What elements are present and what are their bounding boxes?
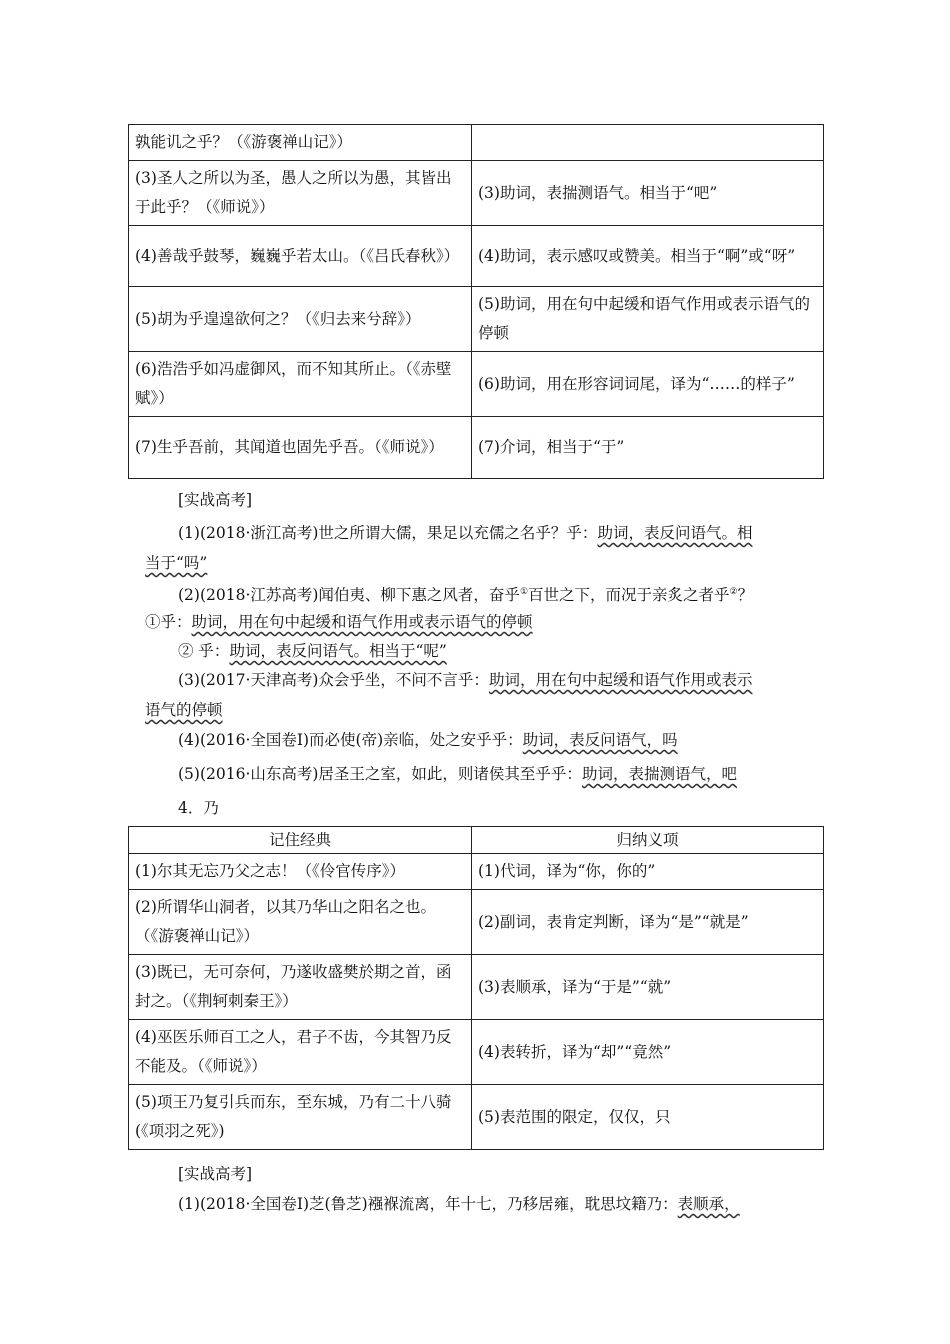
table-cell: 孰能讥之乎？（《游褒禅山记》） bbox=[129, 125, 472, 161]
footnote-marker: ② bbox=[729, 587, 738, 597]
exam-item-1 bbox=[178, 1193, 740, 1215]
table-cell: (4)表转折，译为“却”“竟然” bbox=[472, 1020, 824, 1085]
exam-item-1 bbox=[178, 522, 752, 544]
answer-text: 助词，表反问语气。相当于“呢” bbox=[229, 642, 447, 660]
answer-text: 助词，用在句中起缓和语气作用或表示语气的停顿 bbox=[191, 613, 533, 631]
question-text: (3)(2017·天津高考)众会乎坐，不问不言乎： bbox=[178, 671, 489, 689]
exam-item-3-cont bbox=[145, 699, 223, 721]
table-header: 归纳义项 bbox=[472, 827, 824, 854]
table-cell: (3)助词，表揣测语气。相当于“吧” bbox=[472, 161, 824, 226]
table-cell: (7)介词，相当于“于” bbox=[472, 417, 824, 479]
question-text: (2)(2018·江苏高考)闻伯夷、柳下惠之风者，奋乎 bbox=[178, 586, 520, 605]
table-cell: (1)代词，译为“你，你的” bbox=[472, 854, 824, 890]
table-cell: (5)胡为乎遑遑欲何之？（《归去来兮辞》） bbox=[129, 287, 472, 352]
section-heading: [实战高考] bbox=[178, 491, 253, 509]
table-cell: (2)所谓华山洞者，以其乃华山之阳名之也。（《游褒禅山记》） bbox=[129, 890, 472, 955]
table-cell: (2)副词，表肯定判断，译为“是”“就是” bbox=[472, 890, 824, 955]
answer-text: 助词，表揣测语气，吧 bbox=[581, 765, 737, 783]
answer-text: 助词，用在句中起缓和语气作用或表示 bbox=[488, 671, 753, 689]
table-cell: (6)浩浩乎如冯虚御风，而不知其所止。（《赤壁赋》） bbox=[129, 352, 472, 417]
exam-item-2 bbox=[178, 581, 753, 606]
section-title: 4．乃 bbox=[178, 799, 219, 817]
exam-item-2-answer-1 bbox=[145, 611, 533, 633]
table-cell: (3)既已，无可奈何，乃遂收盛樊於期之首，函封之。（《荆轲刺秦王》） bbox=[129, 955, 472, 1020]
answer-text: 当于“吗” bbox=[145, 554, 208, 572]
exam-item-3 bbox=[178, 669, 752, 691]
footnote-marker: ① bbox=[519, 587, 529, 597]
table-cell: (3)表顺承，译为“于是”“就” bbox=[472, 955, 824, 1020]
exam-item-2-answer-2 bbox=[178, 640, 447, 662]
exam-item-5 bbox=[178, 763, 737, 785]
exam-item-4 bbox=[178, 729, 678, 751]
answer-text: 语气的停顿 bbox=[145, 701, 223, 719]
table-cell: (4)助词，表示感叹或赞美。相当于“啊”或“呀” bbox=[472, 226, 824, 287]
section-heading: [实战高考] bbox=[178, 1165, 253, 1183]
answer-label: ①乎： bbox=[145, 613, 192, 631]
table-cell: (1)尔其无忘乃父之志！（《伶官传序》） bbox=[129, 854, 472, 890]
question-text: (5)(2016·山东高考)居圣王之室，如此，则诸侯其至乎乎： bbox=[178, 765, 582, 783]
nai-usage-table bbox=[128, 826, 824, 1150]
question-text: (4)(2016·全国卷Ⅰ)而必使(帝)亲临，处之安乎乎： bbox=[178, 731, 523, 749]
answer-text: 助词，表反问语气，吗 bbox=[522, 731, 678, 749]
question-text: ？ bbox=[737, 586, 754, 605]
table-cell: (7)生乎吾前，其闻道也固先乎吾。（《师说》） bbox=[129, 417, 472, 479]
table-cell: (6)助词，用在形容词词尾，译为“……的样子” bbox=[472, 352, 824, 417]
table-cell: (4)善哉乎鼓琴，巍巍乎若太山。（《吕氏春秋》） bbox=[129, 226, 472, 287]
answer-text: 助词，表反问语气。相 bbox=[597, 524, 753, 542]
table-cell: (5)表范围的限定，仅仅，只 bbox=[472, 1085, 824, 1150]
answer-label: ② 乎： bbox=[178, 642, 230, 660]
table-header: 记住经典 bbox=[129, 827, 472, 854]
table-cell bbox=[472, 125, 824, 161]
table-cell: (5)项王乃复引兵而东，至东城，乃有二十八骑(《项羽之死》) bbox=[129, 1085, 472, 1150]
question-text: (1)(2018·浙江高考)世之所谓大儒，果足以充儒之名乎？乎： bbox=[178, 524, 598, 542]
exam-item-1-cont bbox=[145, 552, 207, 574]
question-text: (1)(2018·全国卷Ⅰ)芝(鲁芝)襁褓流离，年十七，乃移居雍，耽思坟籍乃： bbox=[178, 1195, 678, 1213]
question-text: 百世之下，而况于亲炙之者乎 bbox=[528, 586, 730, 605]
table-cell: (3)圣人之所以为圣，愚人之所以为愚，其皆出于此乎？（《师说》） bbox=[129, 161, 472, 226]
hu-usage-table bbox=[128, 124, 824, 479]
table-cell: (5)助词，用在句中起缓和语气作用或表示语气的停顿 bbox=[472, 287, 824, 352]
answer-text: 表顺承， bbox=[677, 1195, 740, 1213]
table-cell: (4)巫医乐师百工之人，君子不齿，今其智乃反不能及。（《师说》） bbox=[129, 1020, 472, 1085]
